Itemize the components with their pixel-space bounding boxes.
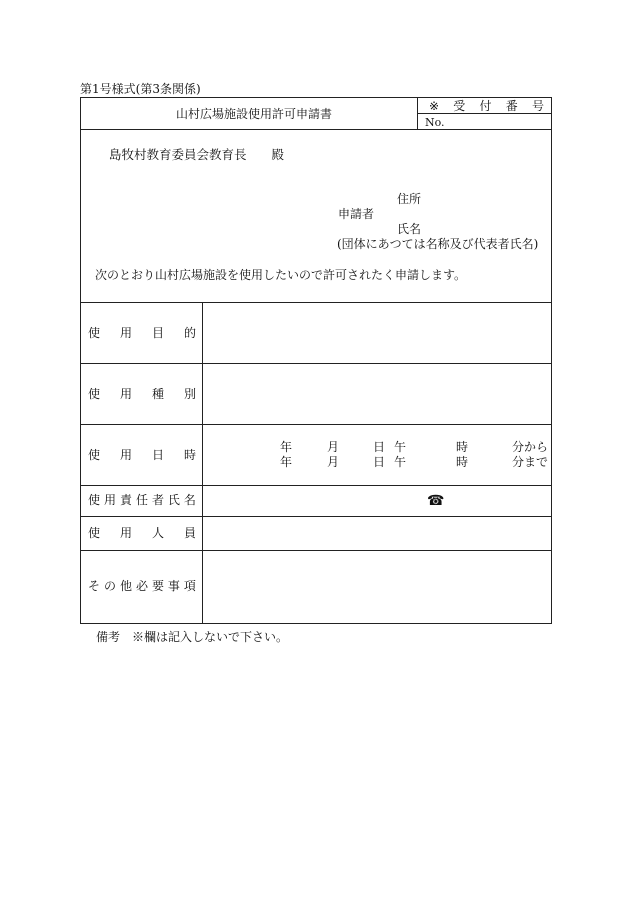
end-month-unit: 月 bbox=[327, 455, 340, 469]
application-statement: 次のとおり山村広場施設を使用したいので許可されたく申請します。 bbox=[95, 268, 467, 282]
receipt-divider bbox=[417, 113, 552, 114]
applicant-section-bottom bbox=[81, 302, 551, 303]
remarks-note: 備考 ※欄は記入しないで下さい。 bbox=[96, 630, 289, 644]
start-hour-unit: 時 bbox=[456, 440, 469, 454]
datetime-row-bottom bbox=[81, 485, 551, 486]
purpose-row-bottom bbox=[81, 363, 551, 364]
start-year-unit: 年 bbox=[280, 440, 293, 454]
telephone-icon: ☎ bbox=[427, 493, 445, 509]
end-minute-unit: 分まで bbox=[512, 455, 549, 469]
start-month-unit: 月 bbox=[327, 440, 340, 454]
receipt-number-label: ※ 受 付 番 号 bbox=[429, 99, 544, 113]
other-label: そ の 他 必 要 事 項 bbox=[88, 579, 196, 593]
end-hour-unit: 時 bbox=[456, 455, 469, 469]
responsible-row-bottom bbox=[81, 516, 551, 517]
start-day-unit: 日 bbox=[373, 440, 386, 454]
responsible-label: 使 用 責 任 者 氏 名 bbox=[88, 493, 196, 507]
receipt-no-label: No. bbox=[425, 116, 445, 129]
end-ampm-unit: 午 bbox=[394, 455, 407, 469]
label-column-divider bbox=[202, 302, 203, 623]
type-label: 使 用 種 別 bbox=[88, 387, 196, 401]
datetime-label: 使 用 日 時 bbox=[88, 448, 196, 462]
form-table bbox=[80, 97, 552, 624]
type-row-bottom bbox=[81, 424, 551, 425]
group-note: (団体にあつては名称及び代表者氏名) bbox=[337, 237, 539, 251]
title-row-bottom bbox=[81, 129, 551, 130]
end-day-unit: 日 bbox=[373, 455, 386, 469]
address-label: 住所 bbox=[397, 192, 422, 206]
start-ampm-unit: 午 bbox=[394, 440, 407, 454]
start-minute-unit: 分から bbox=[512, 440, 549, 454]
addressee: 島牧村教育委員会教育長 殿 bbox=[109, 147, 285, 162]
form-number-label: 第1号様式(第3条関係) bbox=[80, 82, 201, 96]
end-year-unit: 年 bbox=[280, 455, 293, 469]
people-row-bottom bbox=[81, 550, 551, 551]
form-title: 山村広場施設使用許可申請書 bbox=[176, 107, 333, 121]
name-label: 氏名 bbox=[397, 222, 422, 236]
people-label: 使 用 人 員 bbox=[88, 526, 196, 540]
purpose-label: 使 用 目 的 bbox=[88, 326, 196, 340]
applicant-label: 申請者 bbox=[338, 207, 375, 221]
